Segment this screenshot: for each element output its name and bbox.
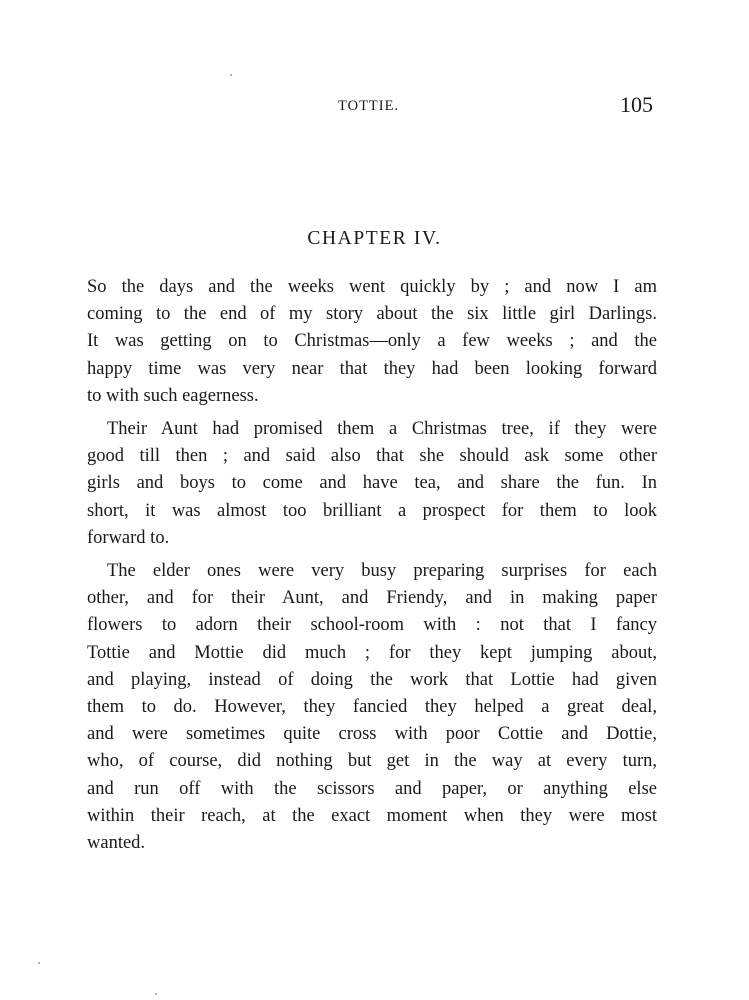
text-line: within their reach, at the exact moment when they were most [87,805,657,826]
paper-speck [155,993,157,995]
text-line: Tottie and Mottie did much ; for they kept jumping about, [87,642,657,663]
text-line: The elder ones were very busy preparing surprises for each [107,561,657,582]
text-line: So the days and the weeks went quickly by ; and now I am [87,277,657,297]
text-line: wanted. [87,833,146,854]
text-line: to with such eagerness. [87,385,259,406]
text-line: coming to the end of my story about the six little girl Darlings. [87,304,657,325]
text-line: forward to. [87,527,170,548]
text-line: good till then ; and said also that she should ask some other [87,446,657,467]
text-line: who, of course, did nothing but get in the way at every turn, [87,751,657,772]
text-line: It was getting on to Christmas—only a few weeks ; and the [87,331,657,352]
text-line: and playing, instead of doing the work that Lottie had given [87,669,657,690]
text-line: Their Aunt had promised them a Christmas tree, if they were [107,419,657,440]
text-line: them to do. However, they fancied they helped a great deal, [87,697,657,718]
paper-speck [38,962,40,964]
running-title: TOTTIE. [338,98,400,114]
paragraph-2 [87,416,657,552]
text-line: and were sometimes quite cross with poor Cottie and Dottie, [87,724,657,745]
running-head [0,92,749,122]
text-line: girls and boys to come and have tea, and share the fun. In [87,473,657,494]
text-line: other, and for their Aunt, and Friendy, and in making paper [87,588,657,609]
paper-speck [230,74,232,76]
text-line: and run off with the scissors and paper, or anything else [87,778,657,799]
page-number: 105 [620,92,653,117]
paragraph-3 [87,558,657,857]
body-text [87,274,657,863]
text-line: short, it was almost too brilliant a prospect for them to look [87,500,657,521]
text-line: happy time was very near that they had been looking forward [87,358,657,379]
chapter-heading: CHAPTER IV. [307,228,442,249]
text-line: flowers to adorn their school-room with : not that I fancy [87,615,657,636]
paragraph-1 [87,274,657,410]
